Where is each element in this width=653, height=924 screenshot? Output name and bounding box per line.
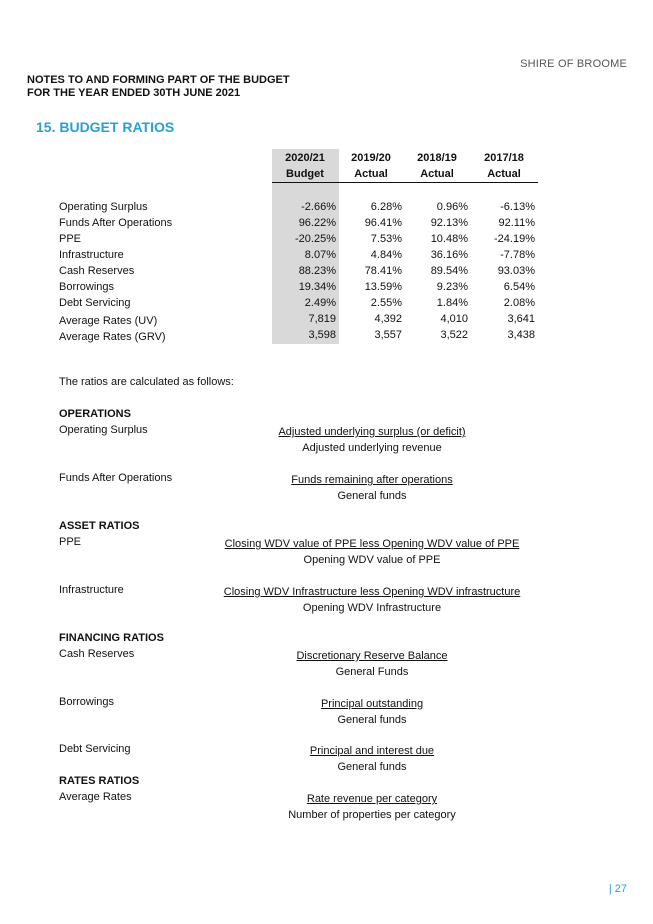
formula-numerator: Rate revenue per category bbox=[306, 793, 438, 805]
cell-value: 3,438 bbox=[507, 329, 535, 341]
category-asset-ratios: ASSET RATIOS bbox=[59, 520, 140, 532]
cell-value: 0.96% bbox=[436, 201, 468, 213]
table-row bbox=[59, 249, 539, 265]
ratios-intro: The ratios are calculated as follows: bbox=[59, 376, 234, 388]
cell-value: 92.13% bbox=[430, 217, 468, 229]
notes-heading-line2: FOR THE YEAR ENDED 30TH JUNE 2021 bbox=[27, 87, 241, 99]
cell-value: 3,522 bbox=[440, 329, 468, 341]
formula-denominator: Opening WDV Infrastructure bbox=[302, 602, 442, 614]
cell-value: 93.03% bbox=[497, 265, 535, 277]
cell-value: 3,598 bbox=[308, 329, 336, 341]
cell-value: 89.54% bbox=[430, 265, 468, 277]
cell-value: 4.84% bbox=[370, 249, 402, 261]
cell-value: 92.11% bbox=[498, 217, 535, 229]
cell-value: 1.84% bbox=[436, 297, 468, 309]
cell-value: 2.08% bbox=[503, 297, 535, 309]
formula-numerator: Funds remaining after operations bbox=[291, 474, 453, 486]
formula-numerator: Discretionary Reserve Balance bbox=[296, 650, 448, 662]
col-header-type-1: Budget bbox=[286, 168, 324, 180]
formula bbox=[210, 424, 534, 456]
col-header-year-3: 2018/19 bbox=[417, 152, 457, 164]
formula bbox=[210, 584, 534, 616]
row-label: PPE bbox=[59, 233, 82, 245]
cell-value: 9.23% bbox=[436, 281, 468, 293]
formula-denominator: General funds bbox=[337, 490, 407, 502]
formula-denominator: Opening WDV value of PPE bbox=[303, 554, 441, 566]
cell-value: 4,010 bbox=[440, 313, 468, 325]
formula-numerator: Closing WDV Infrastructure less Opening WDV infrastructure bbox=[223, 586, 521, 598]
cell-value: 3,641 bbox=[507, 313, 535, 325]
cell-value: 96.41% bbox=[364, 217, 402, 229]
row-label: Borrowings bbox=[59, 281, 115, 293]
cell-value: 96.22% bbox=[298, 217, 336, 229]
notes-heading-line1: NOTES TO AND FORMING PART OF THE BUDGET bbox=[27, 74, 290, 86]
organisation-name: SHIRE OF BROOME bbox=[520, 58, 627, 70]
formula-label: Average Rates bbox=[59, 791, 132, 803]
formula-denominator: General Funds bbox=[335, 666, 409, 678]
table-row bbox=[59, 313, 539, 329]
formula-label: Funds After Operations bbox=[59, 472, 173, 484]
cell-value: -20.25% bbox=[295, 233, 336, 245]
cell-value: 13.59% bbox=[364, 281, 402, 293]
row-label: Funds After Operations bbox=[59, 217, 173, 229]
table-row bbox=[59, 265, 539, 281]
formula-denominator: General funds bbox=[337, 761, 407, 773]
col-header-type-4: Actual bbox=[487, 168, 521, 180]
formula bbox=[210, 472, 534, 504]
cell-value: 2.49% bbox=[304, 297, 336, 309]
formula bbox=[210, 648, 534, 680]
category-financing-ratios: FINANCING RATIOS bbox=[59, 632, 164, 644]
cell-value: 36.16% bbox=[430, 249, 468, 261]
cell-value: -2.66% bbox=[301, 201, 336, 213]
row-label: Average Rates (UV) bbox=[59, 315, 158, 327]
formula-label: Infrastructure bbox=[59, 584, 124, 596]
cell-value: 88.23% bbox=[298, 265, 336, 277]
formula bbox=[210, 696, 534, 728]
category-rates-ratios: RATES RATIOS bbox=[59, 775, 140, 787]
table-row bbox=[59, 297, 539, 313]
col-header-year-1: 2020/21 bbox=[285, 152, 325, 164]
notes-heading bbox=[27, 74, 427, 100]
cell-value: 7.53% bbox=[370, 233, 402, 245]
formula bbox=[210, 791, 534, 823]
cell-value: 3,557 bbox=[374, 329, 402, 341]
formula bbox=[210, 743, 534, 775]
formula-denominator: General funds bbox=[337, 714, 407, 726]
col-header-year-4: 2017/18 bbox=[484, 152, 524, 164]
table-row bbox=[59, 217, 539, 233]
cell-value: 78.41% bbox=[364, 265, 402, 277]
formula-numerator: Principal outstanding bbox=[320, 698, 424, 710]
formula-label: PPE bbox=[59, 536, 82, 548]
formula-denominator: Adjusted underlying revenue bbox=[302, 442, 442, 454]
formula-numerator: Principal and interest due bbox=[309, 745, 435, 757]
table-row bbox=[59, 329, 539, 345]
page-number: | 27 bbox=[608, 883, 627, 895]
cell-value: -6.13% bbox=[500, 201, 535, 213]
cell-value: 6.28% bbox=[370, 201, 402, 213]
formula-denominator: Number of properties per category bbox=[288, 809, 456, 821]
formula bbox=[210, 536, 534, 568]
formula-numerator: Closing WDV value of PPE less Opening WDV value of PPE bbox=[224, 538, 520, 550]
row-label: Average Rates (GRV) bbox=[59, 331, 166, 343]
col-header-year-2: 2019/20 bbox=[351, 152, 391, 164]
cell-value: -7.78% bbox=[500, 249, 535, 261]
table-row bbox=[59, 201, 539, 217]
row-label: Cash Reserves bbox=[59, 265, 135, 277]
col-header-type-3: Actual bbox=[420, 168, 454, 180]
cell-value: 4,392 bbox=[374, 313, 402, 325]
header-rule bbox=[272, 182, 538, 183]
cell-value: 6.54% bbox=[503, 281, 535, 293]
cell-value: 7,819 bbox=[308, 313, 336, 325]
cell-value: -24.19% bbox=[494, 233, 535, 245]
formula-label: Operating Surplus bbox=[59, 424, 148, 436]
cell-value: 10.48% bbox=[430, 233, 468, 245]
row-label: Operating Surplus bbox=[59, 201, 148, 213]
table-row bbox=[59, 281, 539, 297]
row-label: Debt Servicing bbox=[59, 297, 131, 309]
formula-label: Cash Reserves bbox=[59, 648, 135, 660]
category-operations: OPERATIONS bbox=[59, 408, 131, 420]
formula-label: Debt Servicing bbox=[59, 743, 131, 755]
row-label: Infrastructure bbox=[59, 249, 124, 261]
cell-value: 19.34% bbox=[298, 281, 336, 293]
col-header-type-2: Actual bbox=[354, 168, 388, 180]
cell-value: 8.07% bbox=[304, 249, 336, 261]
section-title: 15. BUDGET RATIOS bbox=[36, 119, 175, 135]
cell-value: 2.55% bbox=[370, 297, 402, 309]
formula-label: Borrowings bbox=[59, 696, 115, 708]
formula-numerator: Adjusted underlying surplus (or deficit) bbox=[278, 426, 466, 438]
table-row bbox=[59, 233, 539, 249]
